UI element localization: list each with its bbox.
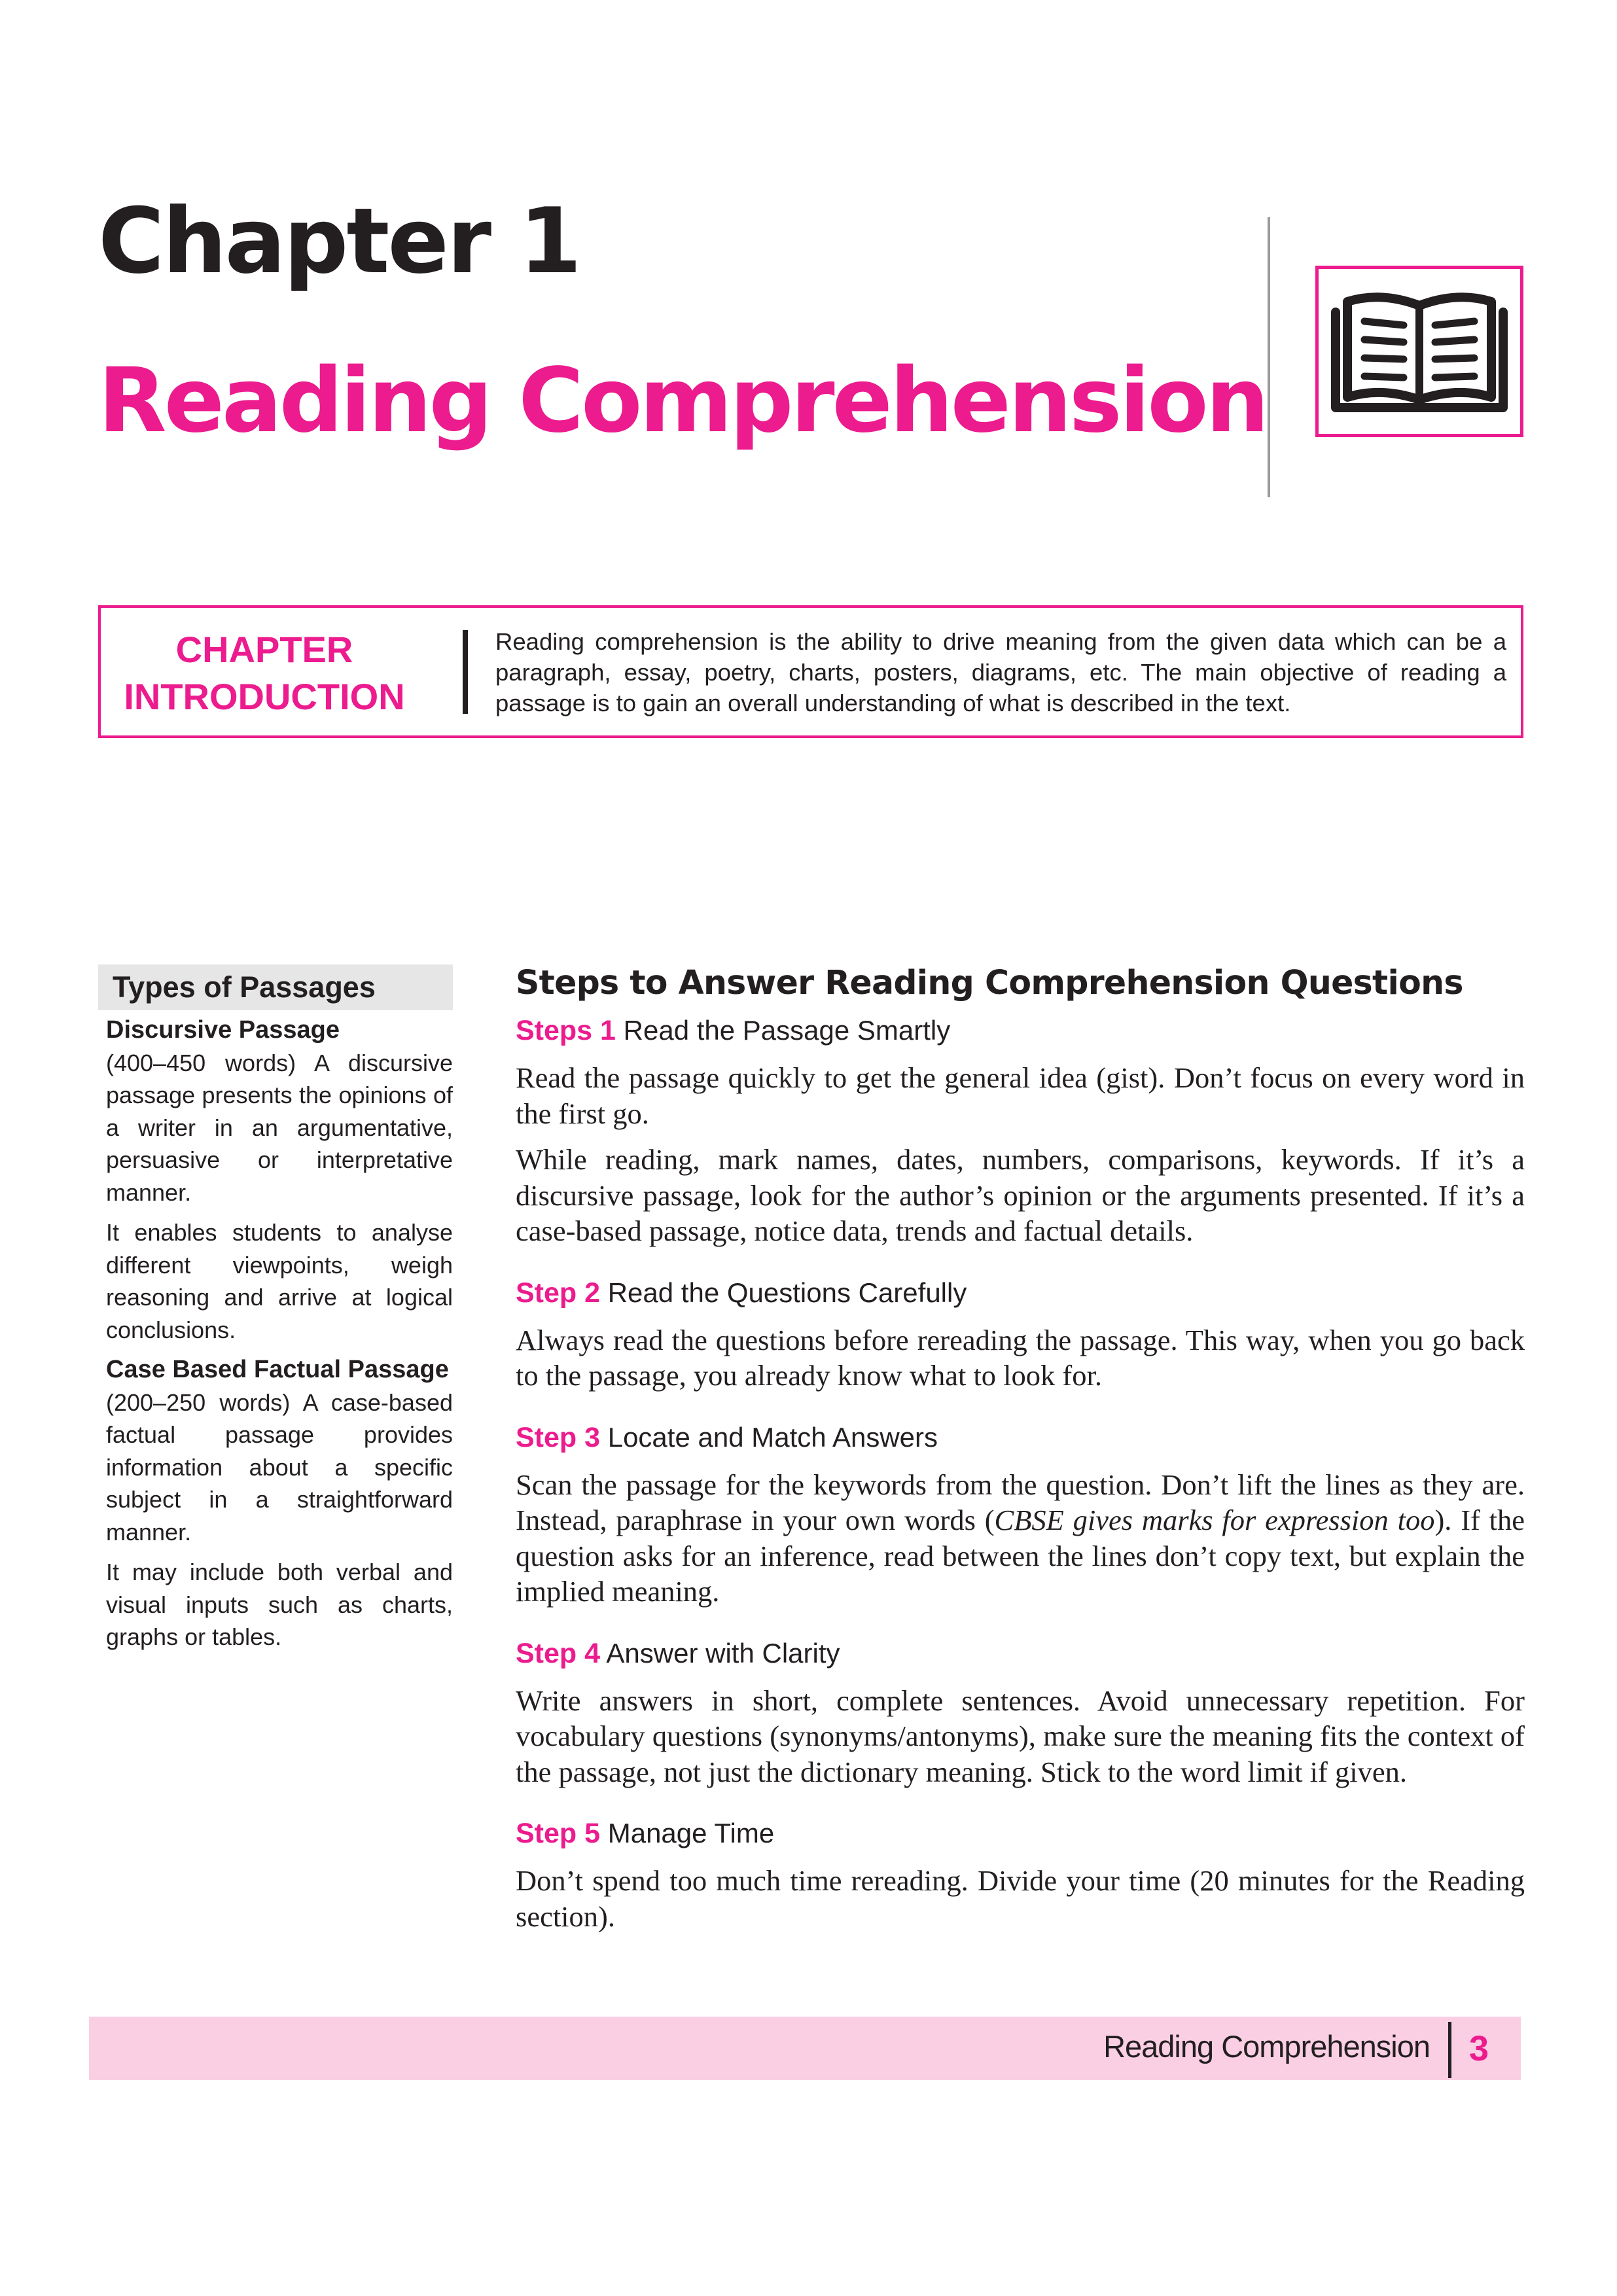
case-based-description: (200–250 words) A case-based factual passage provides information about a specific subject in a straightforward manner. [106,1388,453,1545]
main-content [516,959,1525,1937]
step-1-title [516,1012,1525,1050]
step-5-label: Manage Time [607,1818,775,1848]
step-1-number: Steps 1 [516,1015,616,1046]
step-2-label: Read the Questions Carefully [607,1277,967,1308]
main-heading: Steps to Answer Reading Comprehension Questions [516,963,1463,1002]
step-4-label: Answer with Clarity [606,1637,840,1669]
step-2-number: Step 2 [516,1277,601,1309]
step-5-paragraph: Don’t spend too much time rereading. Divide your time (20 minutes for the Reading section). [516,1864,1525,1933]
step-4-paragraph: Write answers in short, complete sentences. Avoid unnecessary repetition. For vocabulary questions (synonyms/antonyms), make sure the meaning fits the context of the passage, not just the dictionary meaning. Stick to the word limit if given. [516,1684,1525,1788]
intro-divider [463,630,468,714]
step-1-label: Read the Passage Smartly [623,1015,951,1046]
page-number: 3 [1469,2029,1489,2068]
step-2-title [516,1274,1525,1312]
step-4-title [516,1634,1525,1672]
step-3-paragraph [516,1467,1525,1610]
case-based-inputs: It may include both verbal and visual inputs such as charts, graphs or tables. [106,1559,453,1650]
intro-label-line1: CHAPTER [175,629,353,670]
chapter-title: Reading Comprehension [98,349,1267,453]
step-2-paragraph: Always read the questions before rereading the passage. This way, when you go back to the passage, you already know what to look for. [516,1323,1525,1392]
step-3-text-a: Scan the passage for the keywords from the question. Don’t lift the lines as they are. Instead, paraphrase in your own words ( [516,1468,1525,1536]
step-1-paragraph-2: While reading, mark names, dates, numbers, comparisons, keywords. If it’s a discursive passage, look for the author’s opinion or the arguments presented. If it’s a case-based passage, notice data, trends and factual details. [516,1143,1525,1247]
step-3-label: Locate and Match Answers [607,1421,938,1453]
case-based-title: Case Based Factual Passage [106,1356,449,1383]
intro-text: Reading comprehension is the ability to drive meaning from the given data which can be a paragraph, essay, poetry, charts, posters, diagrams, etc. The main objective of reading a passage is to gain an overall understanding of what is described in the text. [495,628,1506,716]
title-divider [1268,217,1270,497]
footer-divider [1448,2022,1451,2078]
chapter-icon-box [1315,266,1523,437]
step-4-number: Step 4 [516,1637,601,1669]
step-1-paragraph-1: Read the passage quickly to get the general idea (gist). Don’t focus on every word in the first go. [516,1061,1525,1130]
step-3-text-b: ). If the question asks for an inference, read between the lines don’t copy text, but explain the implied meaning. [516,1504,1525,1608]
step-5-title [516,1814,1525,1852]
discursive-purpose: It enables students to analyse different viewpoints, weigh reasoning and arrive at logical conclusions. [106,1219,453,1343]
step-3-number: Step 3 [516,1421,601,1453]
intro-label-line2: INTRODUCTION [124,676,405,717]
discursive-description: (400–450 words) A discursive passage presents the opinions of a writer in an argumentative, persuasive or interpretative manner. [106,1049,453,1206]
sidebar [106,1014,453,1661]
discursive-title: Discursive Passage [106,1016,340,1044]
chapter-introduction-box [98,605,1523,738]
step-3-title [516,1419,1525,1457]
sidebar-heading: Types of Passages [98,964,453,1010]
chapter-number: Chapter 1 [98,188,580,294]
intro-label [114,626,415,720]
open-book-icon [1328,282,1511,421]
step-3-italic: CBSE gives marks for expression too [994,1504,1435,1536]
step-5-number: Step 5 [516,1818,601,1849]
footer-running-title: Reading Comprehension [1103,2029,1430,2064]
